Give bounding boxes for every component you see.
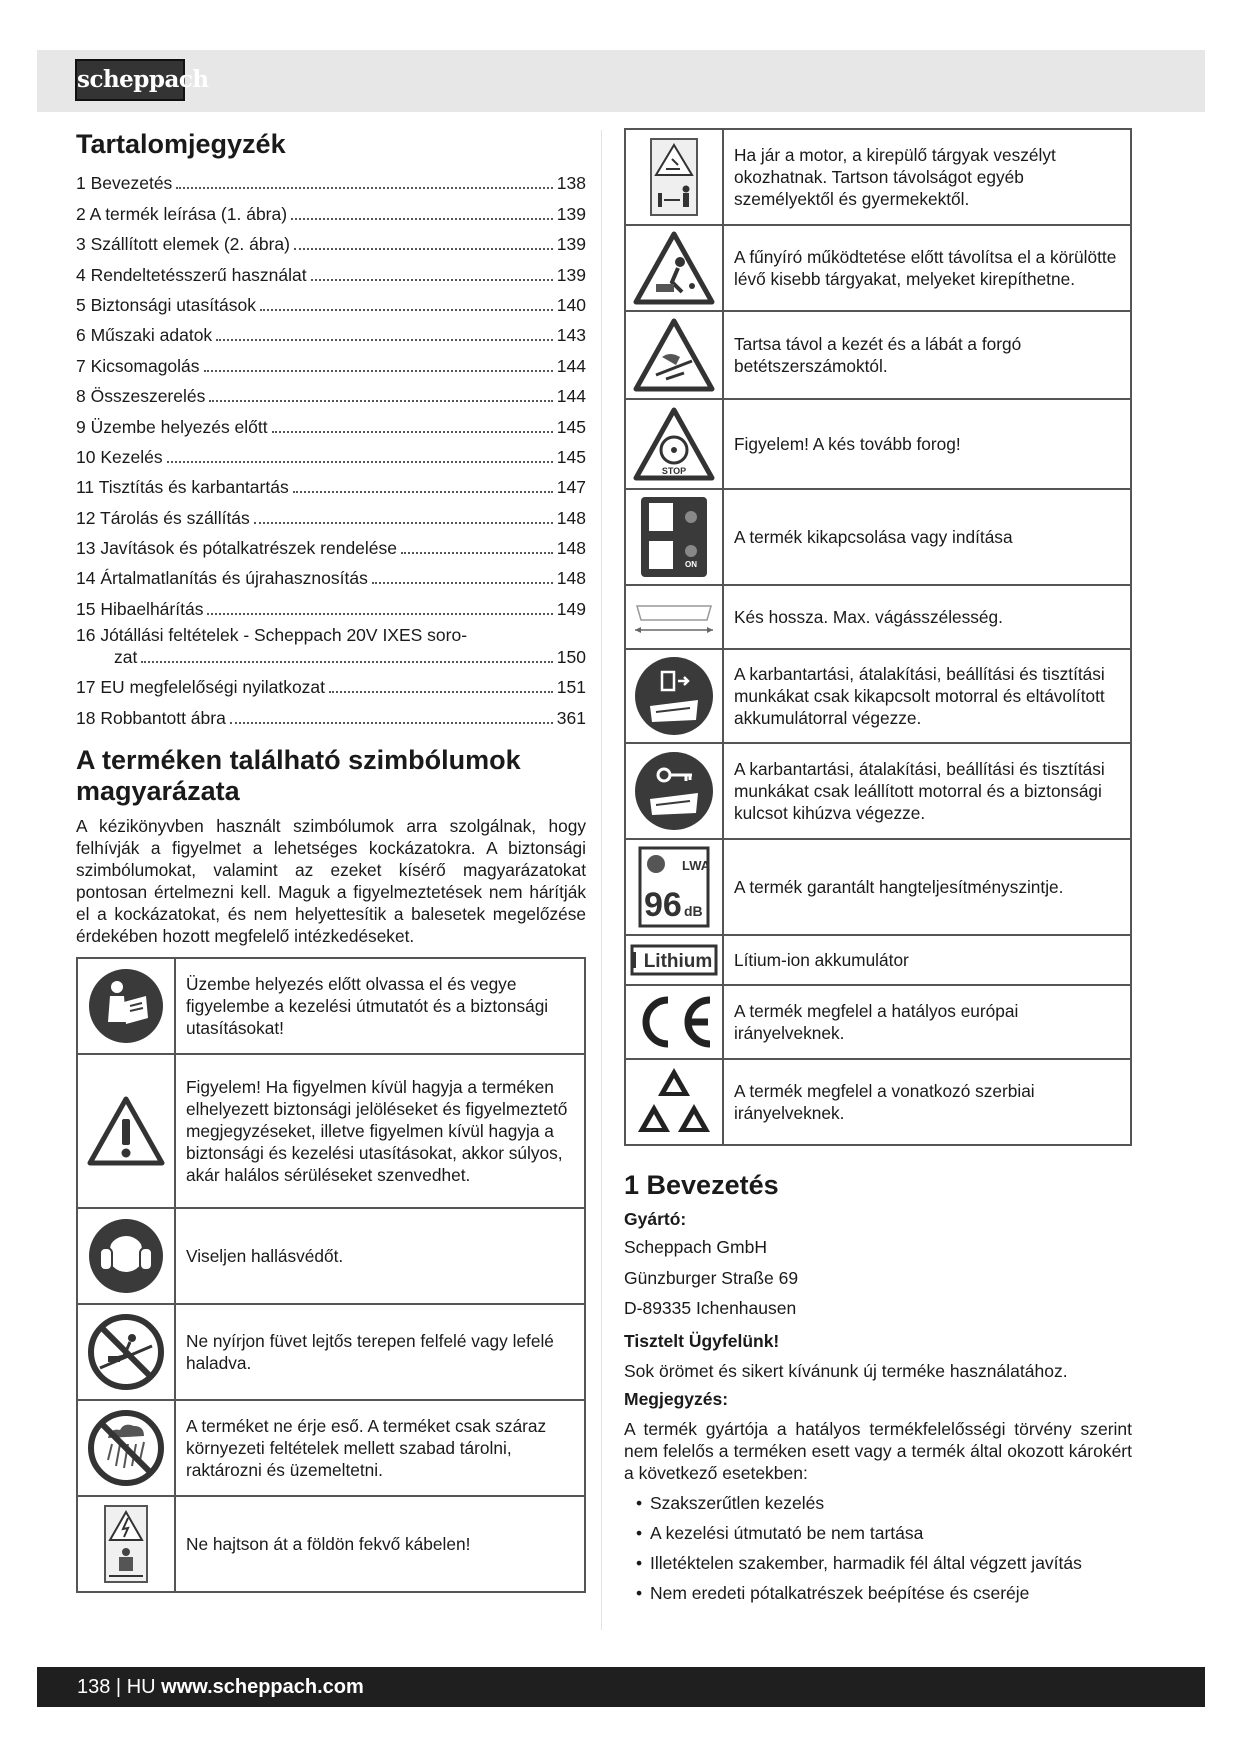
scheppach-logo: scheppach [75, 59, 185, 101]
remove-key-icon [632, 749, 716, 833]
blade-stop-icon [632, 406, 716, 482]
toc-item[interactable]: 8 Összeszerelés 144 [76, 386, 586, 407]
toc-item[interactable]: 13 Javítások és pótalkatrészek rendelése 148 [76, 538, 586, 559]
no-rain-icon [86, 1408, 166, 1488]
symbol-row: Viseljen hallásvédőt. [77, 1208, 585, 1304]
toc-item[interactable]: 10 Kezelés 145 [76, 446, 586, 467]
symbol-row: ON A termék kikapcsolása vagy indítása [625, 489, 1131, 585]
remove-battery-icon [632, 654, 716, 738]
toc-item[interactable]: 3 Szállított elemek (2. ábra) 139 [76, 234, 586, 255]
dear-customer-label: Tisztelt Ügyfelünk! [624, 1330, 780, 1351]
address-line: Scheppach GmbH [624, 1237, 767, 1257]
symbol-row: Üzembe helyezés előtt olvassa el és vegye figyelembe a kezelési útmutatót és a biztonsági utasításokat! [77, 958, 585, 1054]
toc-title: Tartalomjegyzék [76, 129, 286, 159]
page-header [37, 50, 1205, 112]
no-slope-mowing-icon [86, 1312, 166, 1392]
introduction-title: 1 Bevezetés [624, 1170, 779, 1200]
toc-item[interactable]: 4 Rendeltetésszerű használat 139 [76, 264, 586, 285]
note-label: Megjegyzés: [624, 1388, 729, 1409]
toc-item[interactable]: 16 Jótállási feltételek - Scheppach 20V IXES soro- zat 150 [76, 624, 586, 667]
serbia-mark-icon [632, 1066, 716, 1138]
page-number: 138 [77, 1676, 111, 1698]
note-text: A termék gyártója a hatályos termékfelelősségi törvény szerint nem felelős a terméken esett vagy a termék által okozott károkért a következő esetekben: [624, 1418, 1132, 1483]
symbol-row: A karbantartási, átalakítási, beállítási és tisztítási munkákat csak leállított motorral és a biztonsági kulcsot kihúzva végezze. [625, 743, 1131, 839]
symbol-row: A termék megfelel a hatályos európai irányelveknek. [625, 985, 1131, 1059]
symbol-table-right [624, 128, 1132, 1146]
svg-text:LWA: LWA [682, 858, 710, 873]
symbol-row: Ne hajtson át a földön fekvő kábelen! [77, 1496, 585, 1592]
toc-item[interactable]: 15 Hibaelhárítás 149 [76, 598, 586, 619]
symbols-section-title: A terméken található szimbólumok magyarázata [76, 744, 521, 806]
hand-foot-blade-icon [632, 317, 716, 393]
symbol-row: A terméket ne érje eső. A terméket csak száraz környezeti feltételek mellett szabad tárolni, raktározni és üzemeltetni. [77, 1400, 585, 1496]
ce-mark-icon [632, 990, 716, 1054]
cable-warning-icon [101, 1504, 151, 1584]
symbol-row: Lithium Lítium-ion akkumulátor [625, 935, 1131, 985]
right-column [624, 128, 1132, 1612]
symbol-row: A fűnyíró működtetése előtt távolítsa el a körülötte lévő kisebb tárgyakat, melyeket kirepíthetne. [625, 225, 1131, 311]
symbol-row: A karbantartási, átalakítási, beállítási és tisztítási munkákat csak kikapcsolt motorral és eltávolított akkumulátorral végezze. [625, 649, 1131, 743]
symbol-row: Figyelem! Ha figyelmen kívül hagyja a terméken elhelyezett biztonsági jelöléseket és figyelmeztető megjegyzéseket, illetve figyelmen kívül hagyja a biztonsági és kezelési utasításokat, akkor súlyos, akár halálos sérüléseket szenvedhet. [77, 1054, 585, 1208]
symbols-intro: A kézikönyvben használt szimbólumok arra szolgálnak, hogy felhívják a figyelmet a lehetséges kockázatokra. A biztonsági szimbólumokat, valamint az ezeket kísérő magyarázatokat pontosan értelmezni kell. Maguk a figyelmeztetések nem hárítják el a kockázatokat, és nem helyettesítik a balesetek megelőzése érdekében hozott megfelelő intézkedéseket. [76, 815, 586, 946]
column-divider [601, 130, 602, 1630]
liability-list [624, 1492, 1132, 1604]
page-footer: 138 | HU www.scheppach.com [37, 1667, 1205, 1707]
svg-text:96: 96 [644, 886, 682, 924]
symbol-row: LWA 96 dB A termék garantált hangteljesítményszintje. [625, 839, 1131, 935]
address-line: Günzburger Straße 69 [624, 1267, 799, 1288]
list-item: • Nem eredeti pótalkatrészek beépítése és cseréje [624, 1582, 1132, 1604]
toc-item[interactable]: 2 A termék leírása (1. ábra) 139 [76, 203, 586, 224]
symbol-row: Ha jár a motor, a kirepülő tárgyak veszélyt okozhatnak. Tartson távolságot egyéb személyektől és gyermekektől. [625, 129, 1131, 225]
manufacturer-label: Gyártó: [624, 1209, 687, 1229]
list-item: • Szakszerűtlen kezelés [624, 1492, 1132, 1514]
warning-triangle-icon [87, 1095, 165, 1167]
svg-text:dB: dB [684, 903, 703, 919]
blade-length-icon [631, 596, 717, 638]
symbol-row: Kés hossza. Max. vágásszélesség. [625, 585, 1131, 649]
left-column [76, 128, 586, 1593]
svg-text:ON: ON [685, 560, 697, 569]
sound-power-icon [638, 846, 710, 928]
symbol-table-left [76, 957, 586, 1593]
toc-item[interactable]: 1 Bevezetés 138 [76, 173, 586, 194]
toc-item[interactable]: 18 Robbantott ábra 361 [76, 707, 586, 728]
symbol-row: A termék megfelel a vonatkozó szerbiai irányelveknek. [625, 1059, 1131, 1145]
toc-item[interactable]: 9 Üzembe helyezés előtt 145 [76, 416, 586, 437]
read-manual-icon [86, 966, 166, 1046]
on-off-icon [639, 495, 709, 579]
remove-objects-icon [632, 230, 716, 306]
address-line: D-89335 Ichenhausen [624, 1298, 797, 1318]
toc-item[interactable]: 17 EU megfelelőségi nyilatkozat 151 [76, 677, 586, 698]
dear-customer-text: Sok örömet és sikert kívánunk új terméke használatához. [624, 1360, 1068, 1381]
symbol-row: Tartsa távol a kezét és a lábát a forgó betétszerszámoktól. [625, 311, 1131, 399]
list-item: • A kezelési útmutató be nem tartása [624, 1522, 1132, 1544]
flying-objects-distance-icon [648, 137, 700, 217]
table-of-contents [76, 166, 586, 731]
hearing-protection-icon [86, 1216, 166, 1296]
toc-item[interactable]: 11 Tisztítás és karbantartás 147 [76, 477, 586, 498]
toc-item[interactable]: 6 Műszaki adatok 143 [76, 325, 586, 346]
website-link[interactable]: www.scheppach.com [161, 1676, 364, 1698]
toc-item[interactable]: 14 Ártalmatlanítás és újrahasznosítás 148 [76, 568, 586, 589]
svg-text:Lithium: Lithium [643, 951, 713, 972]
language-code: HU [126, 1676, 156, 1698]
toc-item[interactable]: 12 Tárolás és szállítás 148 [76, 507, 586, 528]
svg-text:STOP: STOP [661, 466, 687, 476]
lithium-icon [630, 944, 718, 976]
toc-item[interactable]: 5 Biztonsági utasítások 140 [76, 294, 586, 315]
symbol-row: STOP Figyelem! A kés tovább forog! [625, 399, 1131, 489]
symbol-row: Ne nyírjon füvet lejtős terepen felfelé vagy lefelé haladva. [77, 1304, 585, 1400]
list-item: • Illetéktelen szakember, harmadik fél által végzett javítás [624, 1552, 1132, 1574]
toc-item[interactable]: 7 Kicsomagolás 144 [76, 355, 586, 376]
